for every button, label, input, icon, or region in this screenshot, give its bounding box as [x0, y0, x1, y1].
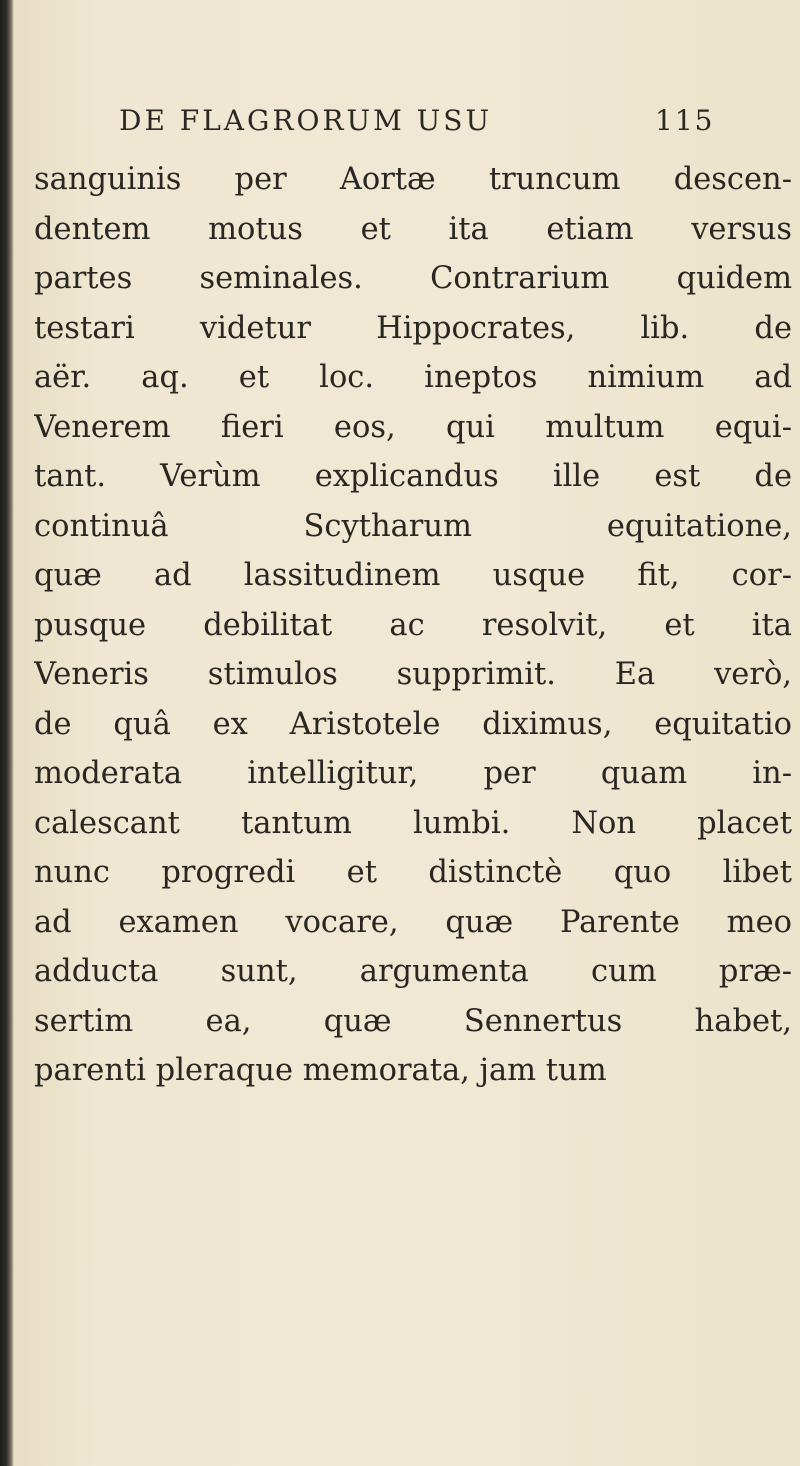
text-line: quæ ad lassitudinem usque fit, cor-: [34, 558, 792, 593]
text-line: aër. aq. et loc. ineptos nimium ad: [34, 360, 792, 395]
text-line: dentem motus et ita etiam versus: [34, 211, 792, 247]
binding-shadow: [0, 0, 14, 1466]
text-line: tant. Verùm explicandus ille est de: [34, 459, 792, 494]
text-line: Venerem fieri eos, qui multum equi-: [34, 409, 792, 445]
text-line: sertim ea, quæ Sennertus habet,: [34, 1003, 792, 1039]
text-line: ad examen vocare, quæ Parente meo: [34, 904, 792, 940]
text-line: Veneris stimulos supprimit. Ea verò,: [34, 657, 792, 692]
text-line: de quâ ex Aristotele diximus, equitatio: [34, 706, 792, 742]
body-text: [34, 155, 792, 1096]
text-line: moderata intelligitur, per quam in-: [34, 756, 792, 791]
running-head: [119, 104, 719, 144]
text-line: sanguinis per Aortæ truncum descen-: [34, 162, 792, 197]
text-line: calescant tantum lumbi. Non placet: [34, 805, 792, 841]
running-title: DE FLAGRORUM USU: [119, 104, 493, 137]
text-line: parenti pleraque memorata, jam tum: [34, 1053, 607, 1088]
text-line: nunc progredi et distinctè quo libet: [34, 855, 792, 890]
text-line: adducta sunt, argumenta cum præ-: [34, 954, 792, 989]
text-line: partes seminales. Contrarium quidem: [34, 261, 792, 296]
text-line: testari videtur Hippocrates, lib. de: [34, 310, 792, 346]
page-number: 115: [655, 104, 715, 137]
text-line: pusque debilitat ac resolvit, et ita: [34, 607, 792, 643]
text-line: continuâ Scytharum equitatione,: [34, 508, 792, 544]
